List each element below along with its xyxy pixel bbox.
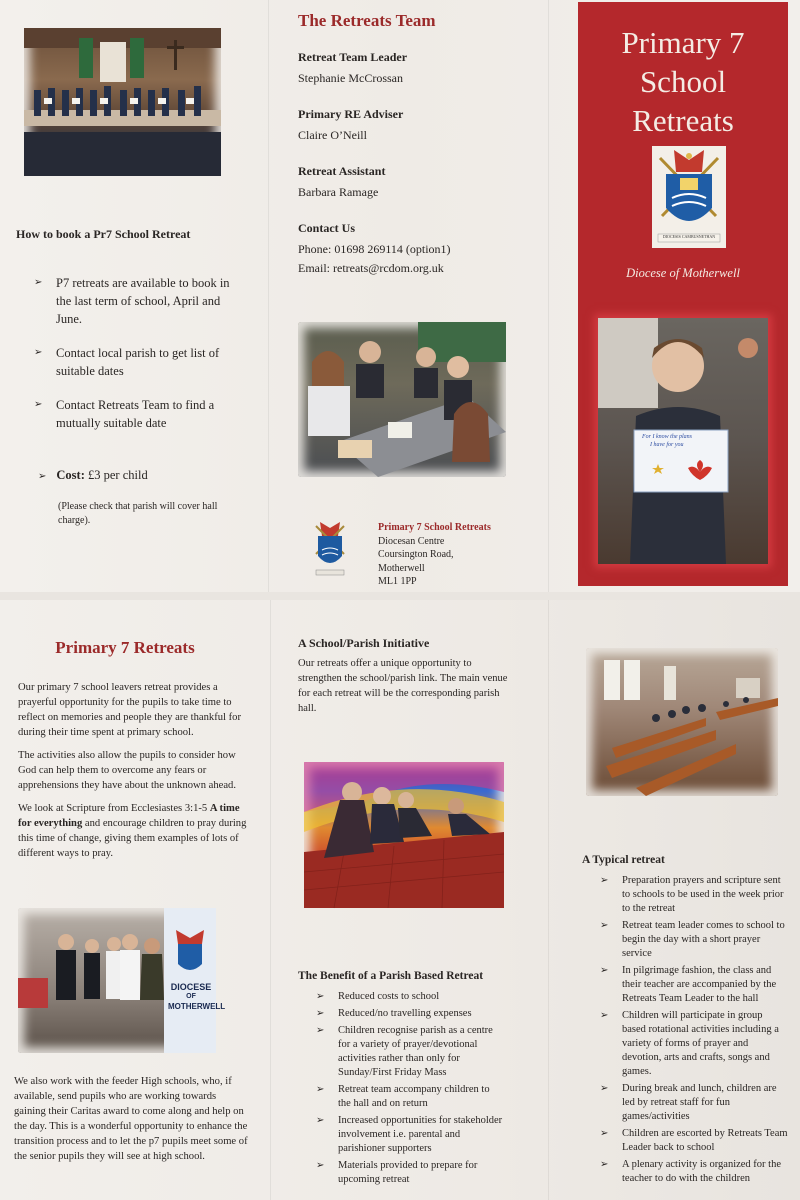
- team-role: Primary RE Adviser: [298, 107, 404, 121]
- initiative-paragraph: Our retreats offer a unique opportunity to strengthen the school/parish link. The main venue for each retreat will be the corresponding parish hall.: [298, 658, 508, 714]
- cover-subtitle: Diocese of Motherwell: [626, 266, 740, 280]
- cost-value: £3 per child: [87, 468, 148, 482]
- leaflet-outside: [0, 0, 800, 592]
- address-line: Motherwell: [378, 562, 425, 574]
- list-item: ➢ Increased opportunities for stakeholder involvement i.e. parental and parishioner supporters: [316, 1114, 504, 1156]
- typical-retreat-list: [600, 874, 788, 1189]
- p7-paragraph: Our primary 7 school leavers retreat provides a prayerful opportunity for the pupils to take time to reflect on memories and people they are thankful for during their time spent at primary school.: [18, 682, 241, 738]
- cost-line: ➢ Cost: £3 per child: [38, 468, 148, 482]
- church-interior-photo: [586, 648, 778, 796]
- card-text: I have for you: [650, 442, 684, 448]
- feeder-schools-paragraph: We also work with the feeder High schools, who, if available, send pupils who are working towards gaining their Caritas award to come along and help on the day. This is a wonderful opportunity to enhance the transition process and to let the p7 pupils meet some of the senior pupils they will see at high school.: [14, 1076, 248, 1162]
- list-item: ➢ Children will participate in group based rotational activities including a variety of forms of prayer and devotion, arts and crafts, songs and games.: [600, 1009, 788, 1079]
- benefit-list: [316, 990, 504, 1190]
- cost-label: Cost:: [56, 468, 85, 482]
- cost-note: (Please check that parish will cover hall charge).: [58, 501, 218, 526]
- classroom-craft-photo: [298, 322, 506, 477]
- crest-motto: DIOCESIS CAMBUSNETHAN: [662, 234, 716, 239]
- list-item: ➢ During break and lunch, children are led by retreat staff for fun games/activities: [600, 1082, 788, 1124]
- team-heading: The Retreats Team: [298, 11, 436, 30]
- list-item: ➢ Contact Retreats Team to find a mutually suitable date: [34, 396, 234, 432]
- team-role: Retreat Team Leader: [298, 50, 408, 64]
- how-to-book-heading: How to book a Pr7 School Retreat: [16, 227, 191, 241]
- benefit-heading: The Benefit of a Parish Based Retreat: [298, 970, 484, 982]
- how-to-book-list: [34, 274, 234, 432]
- p7-paragraph: We look at Scripture from Ecclesiastes 3:1-5 A time for everything and encourage children to pray during this time of change, giving them examples of lots of different ways to pray.: [18, 803, 247, 859]
- list-item: ➢ In pilgrimage fashion, the class and their teacher are accompanied by the Retreats Team Leader to the hall: [600, 964, 788, 1006]
- address-title: Primary 7 School Retreats: [378, 522, 491, 533]
- cover-panel: [578, 2, 788, 586]
- banner-text: DIOCESE: [170, 982, 212, 992]
- list-item: ➢ Retreat team accompany children to the hall and on return: [316, 1083, 504, 1111]
- card-text: For I know the plans: [642, 434, 692, 440]
- banner-text: OF: [186, 993, 196, 1000]
- leaflet-inside: [0, 600, 800, 1200]
- p7-paragraph: The activities also allow the pupils to consider how God can help them to overcome any fears or apprehensions they have about the unknown ahead.: [18, 750, 236, 791]
- team-name: Stephanie McCrossan: [298, 71, 403, 85]
- list-item: ➢ Children are escorted by Retreats Team Leader back to school: [600, 1127, 788, 1155]
- list-item: ➢ Retreat team leader comes to school to begin the day with a short prayer service: [600, 919, 788, 961]
- typical-retreat-heading: A Typical retreat: [582, 854, 665, 866]
- team-name: Barbara Ramage: [298, 185, 379, 199]
- list-item: ➢ Materials provided to prepare for upcoming retreat: [316, 1159, 504, 1187]
- contact-heading: Contact Us: [298, 221, 355, 235]
- list-item: ➢ A plenary activity is organized for the teacher to do with the children: [600, 1158, 788, 1186]
- p7-retreats-heading: Primary 7 Retreats: [55, 638, 195, 657]
- church-group-photo: [24, 28, 221, 176]
- banner-text: MOTHERWELL: [168, 1002, 226, 1011]
- contact-phone: Phone: 01698 269114 (option1): [298, 242, 451, 256]
- list-item: ➢ Reduced costs to school: [316, 990, 504, 1004]
- initiative-heading: A School/Parish Initiative: [298, 636, 430, 650]
- address-line: Coursington Road,: [378, 549, 454, 560]
- children-floor-photo: [304, 762, 504, 908]
- list-item: ➢ Contact local parish to get list of suitable dates: [34, 344, 234, 380]
- cover-title: Primary 7 School Retreats: [621, 25, 745, 138]
- contact-email: Email: retreats@rcdom.org.uk: [298, 261, 444, 275]
- address-line: ML1 1PP: [378, 576, 417, 587]
- list-item: ➢ Preparation prayers and scripture sent to schools to be used in the week prior to the retreat: [600, 874, 788, 916]
- cover-crest: [652, 146, 726, 248]
- address-line: Diocesan Centre: [378, 535, 445, 547]
- list-item: ➢ Reduced/no travelling expenses: [316, 1007, 504, 1021]
- list-item: ➢ P7 retreats are available to book in the last term of school, April and June.: [34, 274, 234, 328]
- award-group-photo: [18, 908, 226, 1053]
- team-role: Retreat Assistant: [298, 164, 386, 178]
- list-item: ➢ Children recognise parish as a centre for a variety of prayer/devotional activities rather than only for Sunday/First Friday Mass: [316, 1024, 504, 1080]
- team-name: Claire O’Neill: [298, 128, 367, 142]
- diocese-crest-icon: [312, 520, 348, 580]
- boy-with-card-photo: [598, 318, 768, 564]
